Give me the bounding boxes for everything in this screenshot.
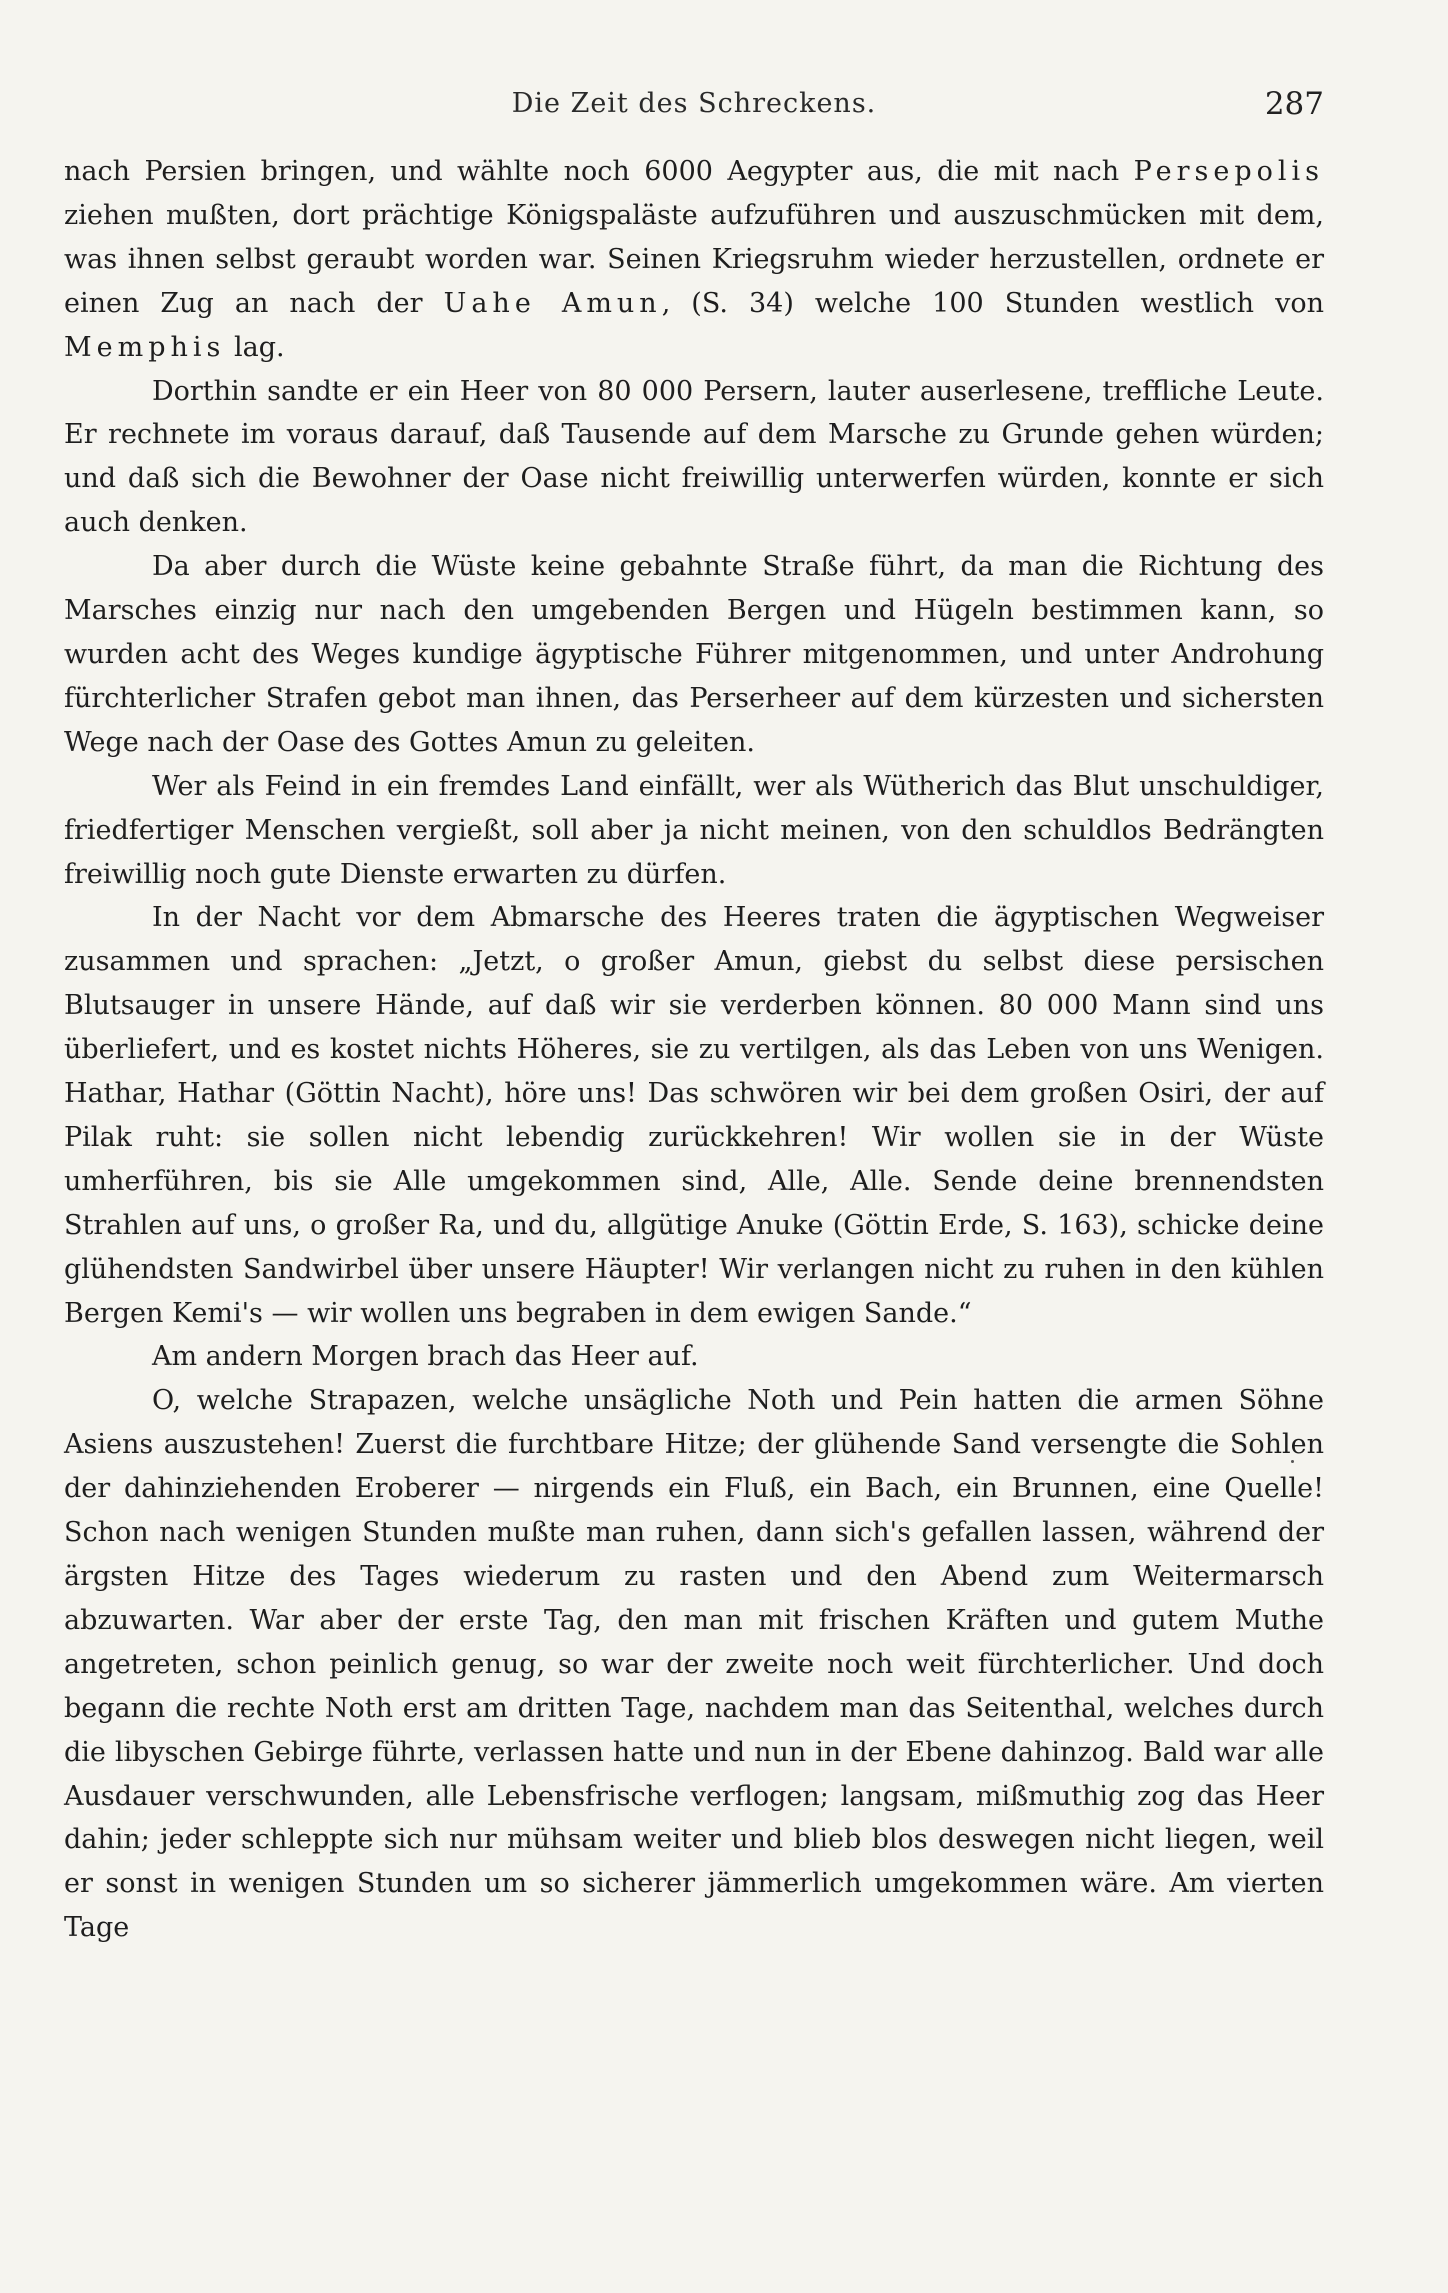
paragraph-1-text-d: lag. [225,331,285,363]
paragraph-7: O, welche Strapazen, welche unsägliche Noth und Pein hatten die armen Söhne Asiens auszustehen! Zuerst die furchtbare Hitze; der glühende Sand versengte die Sohlen der dahinziehenden Eroberer — nirgends ein Fluß, ein Bach, ein Brunnen, eine Quelle! Schon nach wenigen Stunden mußte man ruhen, dann sich's gefallen lassen, während der ärgsten Hitze des Tages wiederum zu rasten und den Abend zum Weitermarsch abzuwarten. War aber der erste Tag, den man mit frischen Kräften und gutem Muthe angetreten, schon peinlich genug, so war der zweite noch weit fürchterlicher. Und doch begann die rechte Noth erst am dritten Tage, nachdem man das Seitenthal, welches durch die libyschen Gebirge führte, verlassen hatte und nun in der Ebene dahinzog. Bald war alle Ausdauer verschwunden, alle Lebensfrische verflogen; langsam, mißmuthig zog das Heer dahin; jeder schleppte sich nur mühsam weiter und blieb blos deswegen nicht liegen, weil er sonst in wenigen Stunden um so sicherer jämmerlich umgekommen wäre. Am vierten Tage [64,1385,1324,1944]
running-title: Die Zeit des Schreckens. [511,88,877,119]
paragraph-6: Am andern Morgen brach das Heer auf. [152,1341,699,1373]
paper-speck [1291,1460,1294,1463]
paragraph-1-text-a: nach Persien bringen, und wählte noch 6000 Aegypter aus, die mit nach [64,156,1134,187]
page-number: 287 [1264,86,1324,122]
running-head [64,88,1324,128]
paragraph-5: In der Nacht vor dem Abmarsche des Heeres traten die ägyptischen Wegweiser zusammen und sprachen: „Jetzt, o großer Amun, giebst du selbst diese persischen Blutsauger in unsere Hände, auf daß wir sie verderben können. 80 000 Mann sind uns überliefert, und es kostet nichts Höheres, sie zu vertilgen, als das Leben von uns Wenigen. Hathar, Hathar (Göttin Nacht), höre uns! Das schwören wir bei dem großen Osiri, der auf Pilak ruht: sie sollen nicht lebendig zurückkehren! Wir wollen sie in der Wüste umherführen, bis sie Alle umgekommen sind, Alle, Alle. Sende deine brennendsten Strahlen auf uns, o großer Ra, und du, allgütige Anuke (Göttin Erde, S. 163), schicke deine glühendsten Sandwirbel über unsere Häupter! Wir verlangen nicht zu ruhen in den kühlen Bergen Kemi's — wir wollen uns begraben in dem ewigen Sande.“ [64,902,1324,1329]
paragraph-1-text-b: ziehen mußten, dort prächtige Königspaläste aufzuführen und auszuschmücken mit dem, was ihnen selbst geraubt worden war. Seinen Kriegsruhm wieder herzustellen, ordnete er einen Zug an nach der [64,199,1324,319]
paragraph-1-text-c: , (S. 34) welche 100 Stunden westlich von [661,287,1324,319]
paragraph-3: Da aber durch die Wüste keine gebahnte Straße führt, da man die Richtung des Marsches einzig nur nach den umgebenden Bergen und Hügeln bestimmen kann, so wurden acht des Weges kundige ägyptische Führer mitgenommen, und unter Androhung fürchterlicher Strafen gebot man ihnen, das Perserheer auf dem kürzesten und sichersten Wege nach der Oase des Gottes Amun zu geleiten. [64,551,1324,758]
paragraph-4: Wer als Feind in ein fremdes Land einfällt, wer als Wütherich das Blut unschuldiger, friedfertiger Menschen vergießt, soll aber ja nicht meinen, von den schuldlos Bedrängten freiwillig noch gute Dienste erwarten zu dürfen. [64,770,1324,890]
place-name-uahe-amun: Uahe Amun [443,287,662,319]
place-name-persepolis: Persepolis [1133,156,1324,187]
body-text [64,150,1324,1950]
place-name-memphis: Memphis [64,331,226,363]
paragraph-1 [64,150,1324,370]
paragraph-2: Dorthin sandte er ein Heer von 80 000 Persern, lauter auserlesene, treffliche Leute. Er rechnete im voraus darauf, daß Tausende auf dem Marsche zu Grunde gehen würden; und daß sich die Bewohner der Oase nicht freiwillig unterwerfen würden, konnte er sich auch denken. [64,375,1324,539]
